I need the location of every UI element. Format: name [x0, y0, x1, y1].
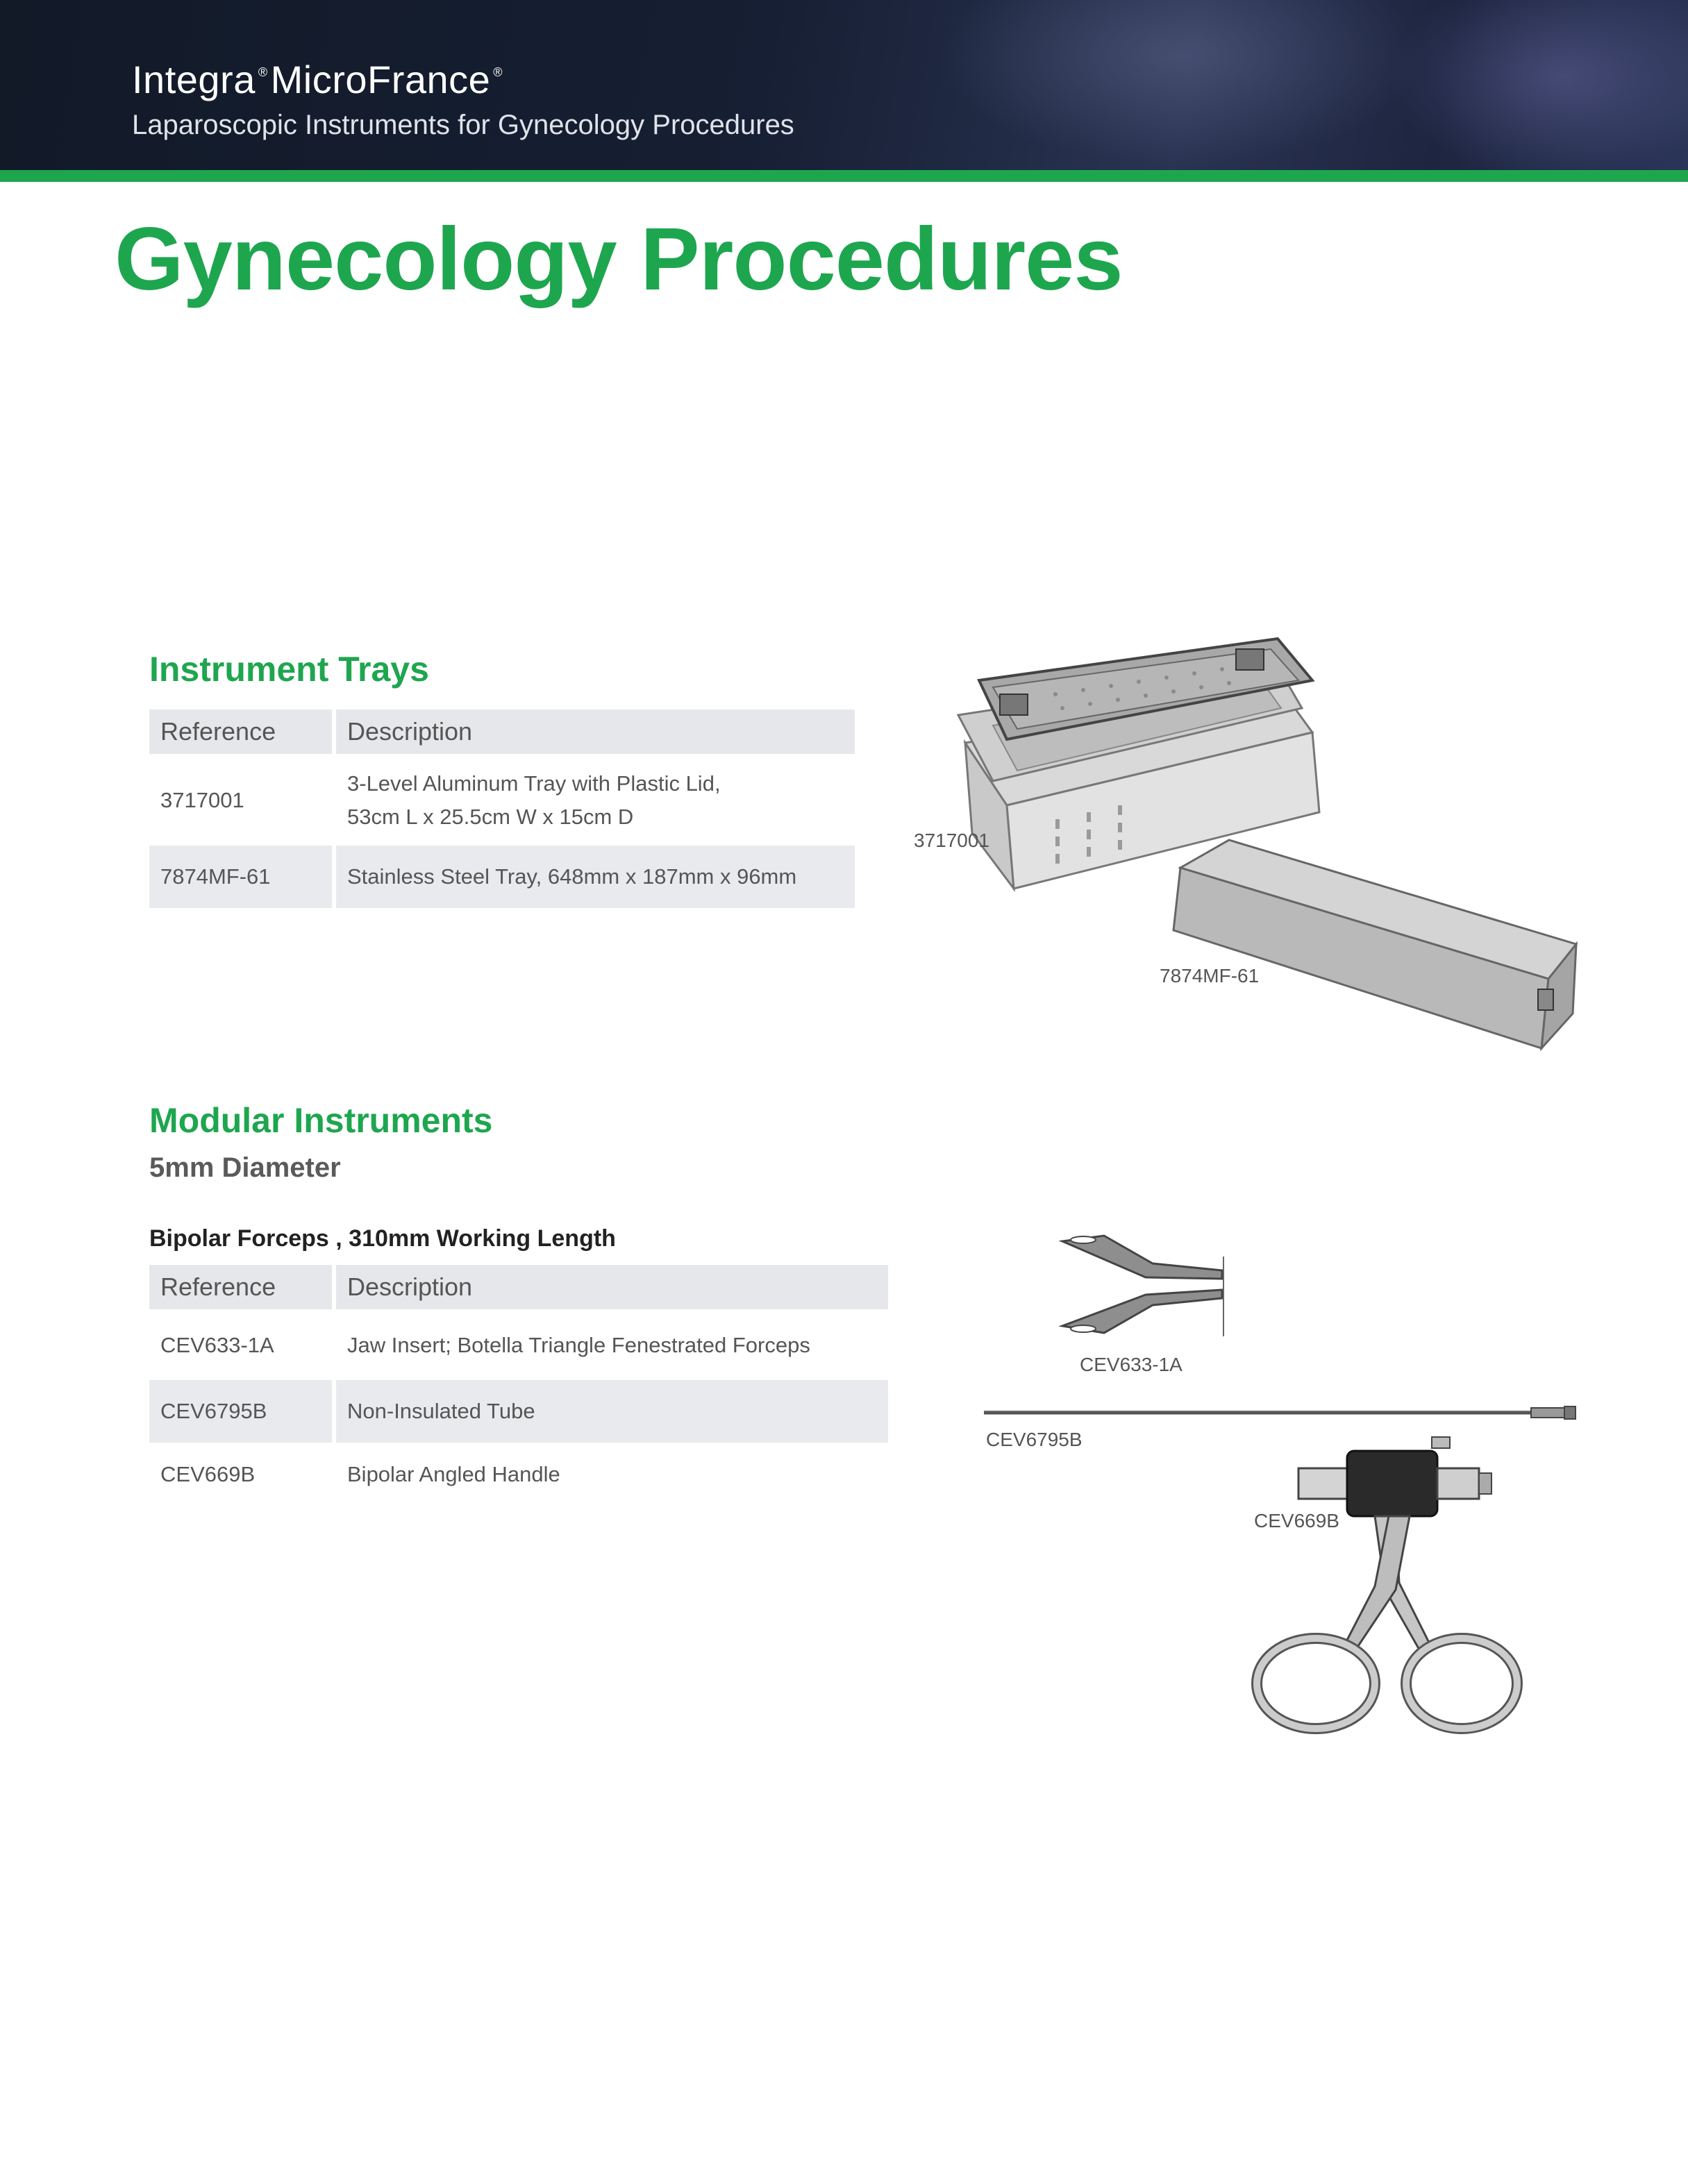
table-row [149, 755, 855, 846]
description-cell: Stainless Steel Tray, 648mm x 187mm x 96mm [336, 846, 855, 908]
figure-caption: 3717001 [914, 830, 990, 851]
reference-cell: CEV633-1A [160, 1333, 274, 1357]
column-header-reference: Reference [149, 709, 332, 754]
figure-caption: 7874MF-61 [1160, 965, 1260, 986]
column-header-description: Description [336, 1265, 888, 1309]
modular-subtitle: 5mm Diameter [149, 1152, 341, 1183]
registered-mark: ® [258, 65, 268, 79]
description-cell: Non-Insulated Tube [336, 1380, 888, 1443]
table-row [149, 1380, 888, 1443]
description-cell: Jaw Insert; Botella Triangle Fenestrated Forceps [347, 1333, 810, 1357]
table-header-row [149, 1265, 888, 1309]
header-glow [937, 0, 1423, 167]
brand-microfrance: MicroFrance [270, 58, 491, 101]
table-header-row [149, 709, 855, 754]
reference-cell: CEV669B [160, 1462, 256, 1486]
description-cell [336, 755, 855, 846]
figure-caption: CEV669B [1254, 1510, 1339, 1531]
figure-caption: CEV6795B [986, 1429, 1083, 1450]
description-line: 53cm L x 25.5cm W x 15cm D [347, 805, 634, 829]
brand-integra: Integra [132, 58, 256, 101]
jaw-insert-image [1055, 1229, 1229, 1347]
brand-name [132, 57, 505, 102]
description-cell: Bipolar Angled Handle [347, 1462, 560, 1486]
modular-section-title: Modular Instruments [149, 1101, 493, 1140]
aluminum-tray-image [951, 611, 1611, 1055]
header-glow [1389, 0, 1688, 170]
reference-cell: CEV6795B [149, 1380, 332, 1443]
bipolar-forceps-title: Bipolar Forceps , 310mm Working Length [149, 1225, 616, 1252]
trays-section-title: Instrument Trays [149, 650, 429, 689]
description-line: 3-Level Aluminum Tray with Plastic Lid, [347, 771, 721, 796]
header-divider [0, 170, 1688, 182]
table-row [149, 846, 855, 908]
figure-caption: CEV633-1A [1080, 1354, 1183, 1375]
trays-table [145, 709, 859, 908]
header-banner [0, 0, 1688, 170]
page-title: Gynecology Procedures [115, 210, 1123, 309]
table-row [149, 1311, 888, 1380]
column-header-reference: Reference [149, 1265, 332, 1309]
insulated-tube-image [983, 1402, 1580, 1423]
registered-mark: ® [493, 65, 503, 79]
reference-cell: 7874MF-61 [149, 846, 332, 908]
header-subtitle: Laparoscopic Instruments for Gynecology Procedures [132, 110, 794, 140]
reference-cell: 3717001 [160, 788, 244, 812]
column-header-description: Description [336, 709, 855, 754]
table-row [149, 1443, 888, 1506]
bipolar-handle-image [1250, 1430, 1541, 1742]
modular-table [145, 1265, 892, 1506]
